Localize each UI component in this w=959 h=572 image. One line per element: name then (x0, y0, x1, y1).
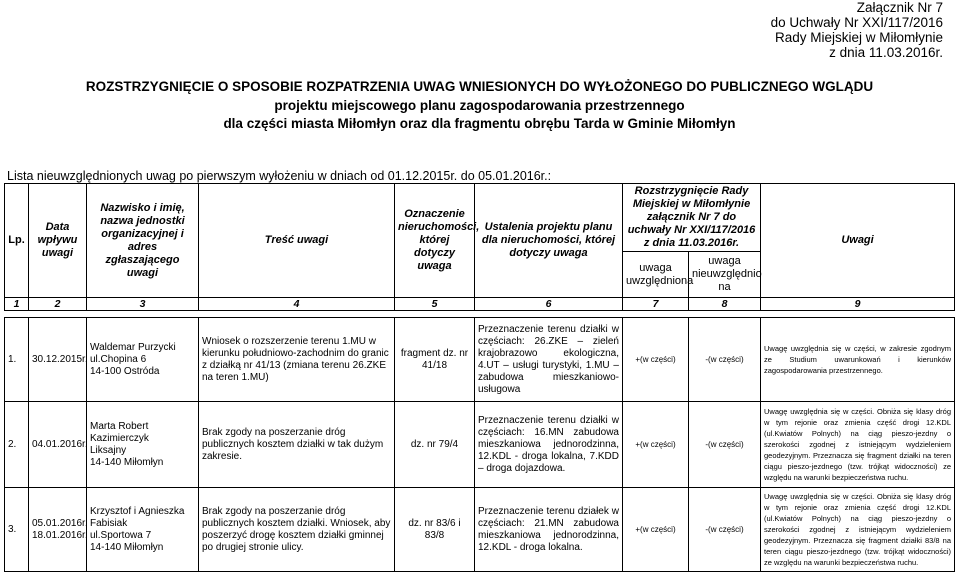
row-date: 30.12.2015r. (29, 318, 87, 402)
row-name: Krzysztof i Agnieszka Fabisiak ul.Sportowa 7 14-140 Miłomłyn (87, 488, 199, 572)
row-property: dz. nr 79/4 (395, 402, 475, 488)
annex-line-2: do Uchwały Nr XXI/117/2016 (770, 15, 943, 30)
annex-label (771, 0, 943, 60)
row-findings: Przeznaczenie terenu działki w częściach: 26.ZKE – zieleń krajobrazowo ekologiczna, 4.UT – usługi turystyki, 1.MU – zabudowa mieszkaniowo-usługowa (475, 318, 623, 402)
col-number: 2 (29, 298, 87, 311)
document-title: ROZSTRZYGNIĘCIE O SPOSOBIE ROZPATRZENIA UWAG WNIESIONYCH DO WYŁOŻONEGO DO PUBLICZNEGO WGLĄDU (85, 79, 874, 94)
col-header-property: Oznaczenie nieruchomości, której dotyczy uwaga (395, 184, 475, 298)
row-content: Wniosek o rozszerzenie terenu 1.MU w kierunku południowo-zachodnim do granic z działką nr 41/13 (zmiana terenu 26.ZKE na teren 1.MU) (199, 318, 395, 402)
col-number: 1 (5, 298, 29, 311)
col-number: 6 (475, 298, 623, 311)
col-header-remarks: Uwagi (761, 184, 955, 298)
col-number: 8 (689, 298, 761, 311)
col-header-date: Data wpływu uwagi (29, 184, 87, 298)
col-number: 5 (395, 298, 475, 311)
document-subtitle: projektu miejscowego planu zagospodarowania przestrzennego (274, 98, 685, 113)
table-row (5, 318, 955, 402)
col-header-accepted: uwaga uwzględniona (623, 252, 689, 298)
row-rejected: -(w części) (689, 318, 761, 402)
row-accepted: +(w części) (623, 402, 689, 488)
row-rejected: -(w części) (689, 488, 761, 572)
row-property: fragment dz. nr 41/18 (395, 318, 475, 402)
row-lp: 2. (5, 402, 29, 488)
row-findings: Przeznaczenie terenu działek w częściach: 21.MN zabudowa mieszkaniowa jednorodzinna, 12.KDL - droga lokalna. (475, 488, 623, 572)
col-number: 9 (761, 298, 955, 311)
row-accepted: +(w części) (623, 488, 689, 572)
annex-line-1: Załącznik Nr 7 (856, 0, 943, 15)
row-date: 05.01.2016r. 18.01.2016r. (29, 488, 87, 572)
annex-line-4: z dnia 11.03.2016r. (829, 45, 943, 60)
row-remarks: Uwagę uwzględnia się w części, w zakresie zgodnym ze Studium uwarunkowań i kierunków zagospodarowania przestrzennego. (761, 318, 955, 402)
annex-line-3: Rady Miejskiej w Miłomłynie (774, 30, 943, 45)
row-lp: 3. (5, 488, 29, 572)
row-content: Brak zgody na poszerzanie dróg publicznych kosztem działki. Wniosek, aby poszerzyć drogę kosztem działki gminnej po drugiej stronie ulicy. (199, 488, 395, 572)
row-remarks: Uwagę uwzględnia się w części. Obniża się klasy dróg w tym rejonie oraz zmienia część drogi 12.KDL (ul.Kwiatów Polnych) na ciąg pieszo-jezdny o szerokości zgodnej z istniejącym wydzieleniem geodezyjnym. Przeznacza się fragment działki 83/8 na teren ciągu pieszo-jezdnego (tzw. trójkąt widoczności) ze względu na warunki bezpieczeństwa ruchu. (761, 488, 955, 572)
col-number: 7 (623, 298, 689, 311)
row-date: 04.01.2016r. (29, 402, 87, 488)
col-header-lp: Lp. (5, 184, 29, 298)
col-header-name: Nazwisko i imię, nazwa jednostki organizacyjnej i adres zgłaszającego uwagi (87, 184, 199, 298)
row-content: Brak zgody na poszerzanie dróg publicznych kosztem działki w tak dużym zakresie. (199, 402, 395, 488)
list-intro: Lista nieuwzględnionych uwag po pierwszym wyłożeniu w dniach od 01.12.2015r. do 05.01.2016r.: (7, 169, 552, 183)
row-property: dz. nr 83/6 i 83/8 (395, 488, 475, 572)
row-remarks: Uwagę uwzględnia się w części. Obniża się klasy dróg w tym rejonie oraz zmienia część drogi 12.KDL (ul.Kwiatów Polnych) na ciąg pieszo-jezdny o szerokości zgodnej z istniejącym wydzieleniem geodezyjnym. Przeznacza się fragment działki na teren ciągu pieszo-jezdnego (tzw. trójkąt widoczności) ze względu na warunki bezpieczeństwa ruchu. (761, 402, 955, 488)
row-rejected: -(w części) (689, 402, 761, 488)
col-number: 4 (199, 298, 395, 311)
table-row (5, 488, 955, 572)
row-name: Waldemar Purzycki ul.Chopina 6 14-100 Ostróda (87, 318, 199, 402)
row-name: Marta Robert Kazimierczyk Liksajny 14-140 Miłomłyn (87, 402, 199, 488)
row-findings: Przeznaczenie terenu działki w częściach: 16.MN zabudowa mieszkaniowa jednorodzinna, 12.KDL - droga lokalna, 7.KDD – droga dojazdowa. (475, 402, 623, 488)
col-header-resolution: Rozstrzygnięcie Rady Miejskiej w Miłomłynie załącznik Nr 7 do uchwały Nr XXI/117/2016 z dnia 11.03.2016r. (623, 184, 761, 252)
row-lp: 1. (5, 318, 29, 402)
col-header-findings: Ustalenia projektu planu dla nieruchomości, której dotyczy uwaga (475, 184, 623, 298)
document-scope: dla części miasta Miłomłyn oraz dla fragmentu obrębu Tarda w Gminie Miłomłyn (223, 116, 736, 131)
row-accepted: +(w części) (623, 318, 689, 402)
col-header-rejected: uwaga nieuwzględnio na (689, 252, 761, 298)
remarks-table (4, 183, 955, 572)
col-header-content: Treść uwagi (199, 184, 395, 298)
table-row (5, 402, 955, 488)
col-number: 3 (87, 298, 199, 311)
